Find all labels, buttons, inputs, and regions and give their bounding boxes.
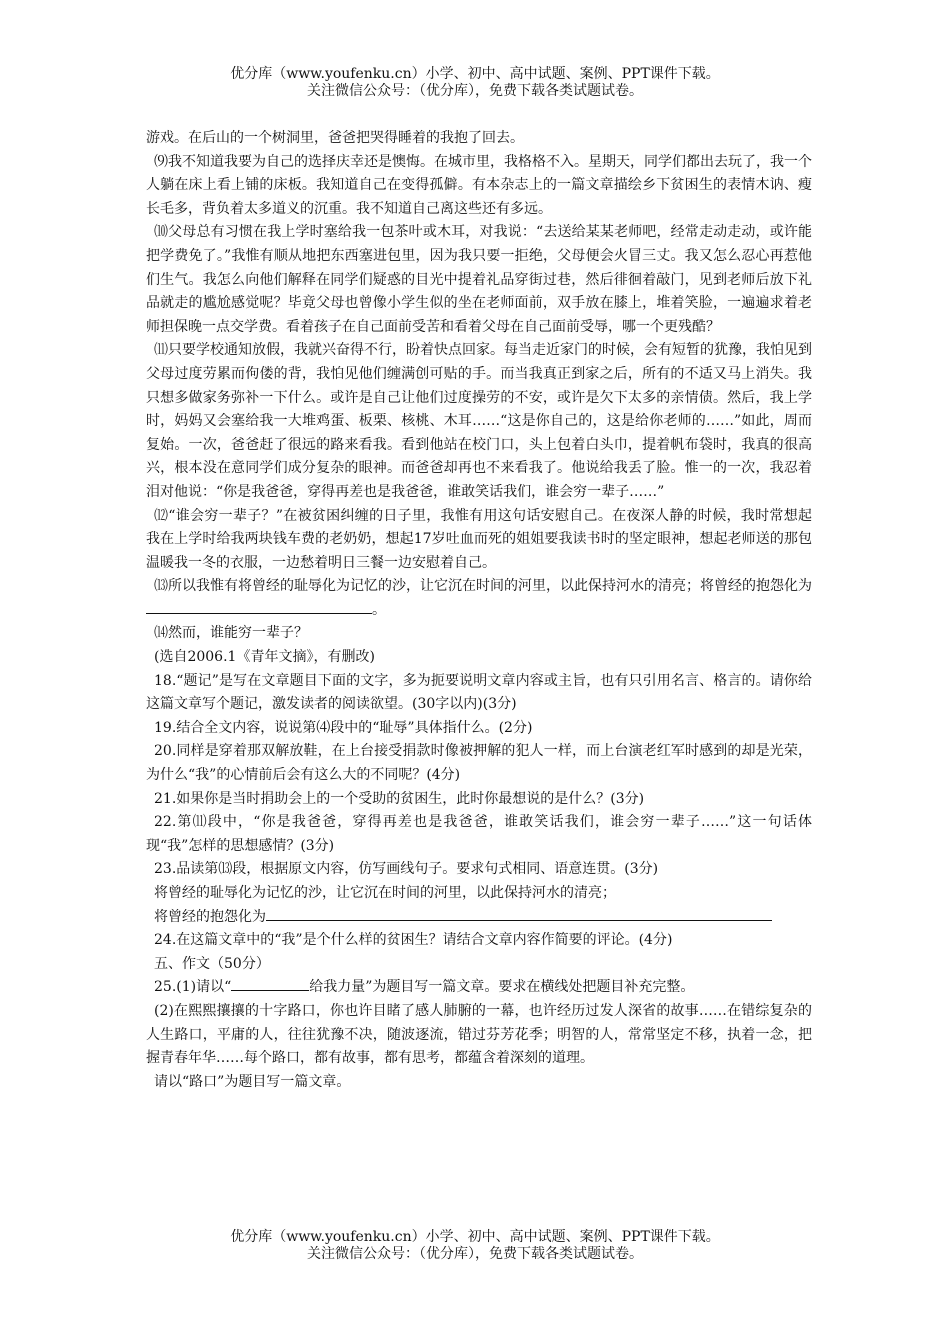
question-20: 20.同样是穿着那双解放鞋，在上台接受捐款时像被押解的犯人一样，而上台演老红军时感到的却是光荣，为什么“我”的心情前后会有这么大的不同呢？(4分) xyxy=(146,743,812,784)
page-header xyxy=(0,66,950,100)
paragraph-12: ⑿“谁会穷一辈子？”在被贫困纠缠的日子里，我惟有用这句话安慰自己。在夜深人静的时候，我时常想起我在上学时给我两块钱车费的老奶奶，想起17岁吐血而死的姐姐要我读书时的坚定眼神，想起老师送的那包温暖我一冬的衣服，一边愁着明日三餐一边安慰着自己。 xyxy=(146,507,812,571)
paragraph-13 xyxy=(146,575,812,622)
document-body xyxy=(146,127,812,1094)
question-25-part-1 xyxy=(146,976,812,1000)
paragraph-13-end: 。 xyxy=(372,601,386,618)
question-18: 18.“题记”是写在文章题目下面的文字，多为扼要说明文章内容或主旨，也有只引用名言、格言的。请你给这篇文章写个题记，激发读者的阅读欲望。(30字以内)(3分) xyxy=(146,672,812,713)
footer-line-1: 优分库（www.youfenku.cn）小学、初中、高中试题、案例、PPT课件下载。 xyxy=(230,1229,720,1245)
section-heading-composition: 五、作文（50分） xyxy=(154,955,270,972)
question-22: 22.第⑾段中，“你是我爸爸，穿得再差也是我爸爸，谁敢笑话我们，谁会穷一辈子……”这一句话体现“我”怎样的思想感情？(3分) xyxy=(146,814,812,854)
answer-blank[interactable] xyxy=(146,599,372,614)
article-source: (选自2006.1《青年文摘》，有删改) xyxy=(154,649,375,666)
footer-line-2: 关注微信公众号：（优分库），免费下载各类试题试卷。 xyxy=(307,1246,643,1262)
header-line-2: 关注微信公众号：（优分库），免费下载各类试题试卷。 xyxy=(307,83,643,99)
question-24: 24.在这篇文章中的“我”是个什么样的贫困生？请结合文章内容作简要的评论。(4分) xyxy=(154,932,673,949)
paragraph-9: ⑼我不知道我要为自己的选择庆幸还是懊悔。在城市里，我格格不入。星期天，同学们都出去玩了，我一个人躺在床上看上铺的床板。我知道自己在变得孤僻。有本杂志上的一篇文章描绘乡下贫困生的表情木讷、瘦长毛多，背负着太多道义的沉重。我不知道自己离这些还有多远。 xyxy=(146,153,812,217)
paragraph-13-text: ⒀所以我惟有将曾经的耻辱化为记忆的沙，让它沉在时间的河里，以此保持河水的清亮；将曾经的抱怨化为 xyxy=(154,578,812,595)
question-21: 21.如果你是当时捐助会上的一个受助的贫困生，此时你最想说的是什么？(3分) xyxy=(154,790,645,807)
question-25-prefix: 25.(1)请以“ xyxy=(154,979,232,996)
header-line-1: 优分库（www.youfenku.cn）小学、初中、高中试题、案例、PPT课件下载。 xyxy=(230,66,720,82)
question-19: 19.结合全文内容，说说第⑷段中的“耻辱”具体指什么。(2分) xyxy=(154,719,533,736)
question-23-answer-line xyxy=(146,906,812,930)
paragraph-continued: 游戏。在后山的一个树洞里，爸爸把哭得睡着的我抱了回去。 xyxy=(146,130,524,146)
paragraph-10: ⑽父母总有习惯在我上学时塞给我一包茶叶或木耳，对我说：“去送给某某老师吧，经常走动走动，或许能把学费免了。”我惟有顺从地把东西塞进包里，因为我只要一拒绝，父母便会火冒三丈。我又怎么忍心再惹他们生气。我怎么向他们解释在同学们疑惑的目光中提着礼品穿街过巷，然后徘徊着敲门，见到老师后放下礼品就走的尴尬感觉呢？毕竟父母也曾像小学生似的坐在老师面前，双手放在膝上，堆着笑脸，一遍遍求着老师担保晚一点交学费。看着孩子在自己面前受苦和看着父母在自己面前受辱，哪一个更残酷？ xyxy=(146,224,812,335)
answer-blank[interactable] xyxy=(266,906,772,921)
question-23-model-line: 将曾经的耻辱化为记忆的沙，让它沉在时间的河里，以此保持河水的清亮； xyxy=(154,885,616,901)
question-23-answer-prefix: 将曾经的抱怨化为 xyxy=(154,908,266,925)
page-footer xyxy=(0,1229,950,1263)
paragraph-11: ⑾只要学校通知放假，我就兴奋得不行，盼着快点回家。每当走近家门的时候，会有短暂的犹豫，我怕见到父母过度劳累而佝偻的背，我怕见他们缠满创可贴的手。而当我真正到家之后，所有的不适又马上消失。我只想多做家务弥补一下什么。或许是自己让他们过度操劳的不安，或许是欠下太多的亲情债。然后，我上学时，妈妈又会塞给我一大堆鸡蛋、板栗、核桃、木耳……“这是你自己的，这是给你老师的……”如此，周而复始。一次，爸爸赶了很远的路来看我。看到他站在校门口，头上包着白头巾，提着帆布袋时，我真的很高兴，根本没在意同学们成分复杂的眼神。而爸爸却再也不来看我了。他说给我丢了脸。惟一的一次，我忍着泪对他说：“你是我爸爸，穿得再差也是我爸爸，谁敢笑话我们，谁会穷一辈子……” xyxy=(146,342,812,500)
paragraph-14: ⒁然而，谁能穷一辈子？ xyxy=(154,625,308,642)
question-25-part-3: 请以“路口”为题目写一篇文章。 xyxy=(154,1073,351,1090)
title-blank[interactable] xyxy=(231,976,309,991)
question-25-suffix: 给我力量”为题目写一篇文章。要求在横线处把题目补充完整。 xyxy=(309,979,695,996)
question-25-part-2: (2)在熙熙攘攘的十字路口，你也许目睹了感人肺腑的一幕，也许经历过发人深省的故事……在错综复杂的人生路口，平庸的人，往往犹豫不决，随波逐流，错过芬芳花季；明智的人，常常坚定不移，执着一念，把握青春年华……每个路口，都有故事，都有思考，都蕴含着深刻的道理。 xyxy=(146,1002,812,1067)
question-23: 23.品读第⒀段，根据原文内容，仿写画线句子。要求句式相同、语意连贯。(3分) xyxy=(154,861,659,878)
